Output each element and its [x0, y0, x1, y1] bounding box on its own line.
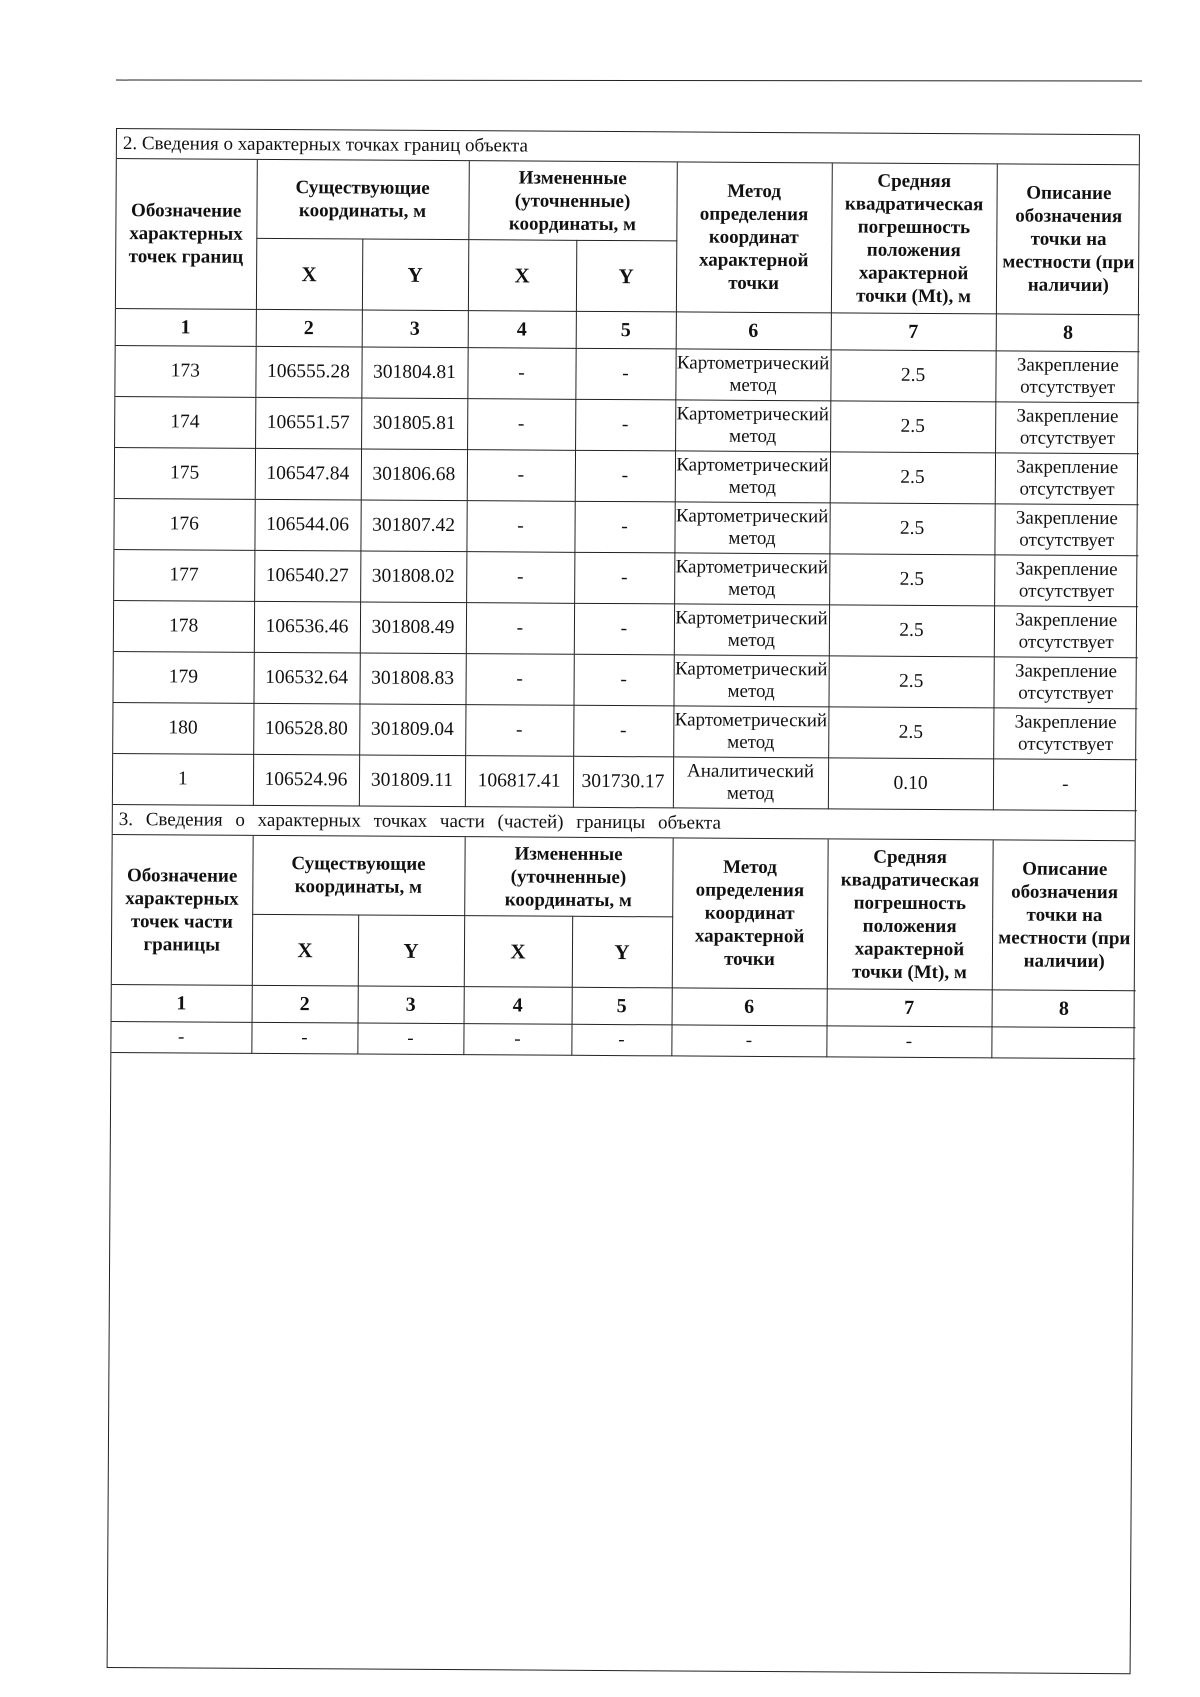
existing-x: 106540.27: [254, 550, 360, 602]
existing-x: 106551.57: [255, 397, 361, 449]
point-id: 175: [115, 448, 255, 500]
column-number: 6: [676, 312, 831, 350]
method: Картометрический метод: [673, 706, 828, 758]
changed-x: -: [467, 450, 575, 502]
changed-x: -: [467, 399, 575, 451]
header-changed-x: X: [468, 240, 576, 312]
existing-y: 301805.81: [361, 398, 467, 450]
header-existing-coords: Существующие координаты, м: [256, 160, 468, 240]
method: Картометрический метод: [674, 553, 829, 605]
mt-error: 2.5: [830, 350, 995, 402]
section-3-title: 3. Сведения о характерных точках части (частей) границы объекта: [113, 805, 1135, 841]
column-number: 5: [572, 987, 672, 1025]
column-number: 8: [992, 990, 1136, 1028]
method: Картометрический метод: [675, 451, 830, 503]
point-id: 179: [113, 651, 253, 703]
mt-error: 2.5: [829, 503, 994, 555]
existing-y: 301809.11: [359, 755, 465, 807]
column-number: 4: [468, 311, 576, 349]
changed-y: -: [571, 1024, 671, 1056]
column-number: 7: [827, 989, 992, 1027]
section-3-table: [111, 835, 1136, 1059]
table-row: [114, 600, 1138, 657]
existing-x: 106547.84: [255, 448, 361, 500]
changed-y: -: [574, 501, 674, 553]
method: Картометрический метод: [675, 400, 830, 452]
mt-error: 2.5: [828, 707, 993, 759]
point-id: -: [111, 1021, 251, 1053]
header-method: Метод определения координат характерной точки: [676, 162, 832, 312]
table-row: [115, 397, 1139, 454]
column-number: 7: [831, 313, 996, 351]
existing-x: 106536.46: [254, 601, 360, 653]
column-number: 3: [362, 310, 468, 348]
table-row: [115, 346, 1139, 403]
mt-error: 2.5: [829, 605, 994, 657]
changed-x: -: [465, 705, 573, 757]
table-row: [113, 702, 1137, 759]
table-row: [115, 448, 1139, 505]
header-designation: Обозначение характерных точек части границы: [112, 835, 253, 985]
changed-x: -: [467, 348, 575, 400]
existing-x: 106524.96: [253, 754, 359, 806]
mt-error: 2.5: [829, 554, 994, 606]
changed-y: -: [573, 654, 673, 706]
header-error: Средняя квадратическая погрешность положения характерной точки (Mt), м: [827, 839, 993, 990]
column-number: 8: [996, 314, 1140, 352]
point-description: Закрепление отсутствует: [994, 555, 1138, 607]
existing-y: 301804.81: [361, 347, 467, 399]
existing-x: 106528.80: [253, 703, 359, 755]
changed-y: -: [574, 603, 674, 655]
top-rule: [116, 80, 1142, 82]
column-number: 4: [464, 987, 572, 1025]
mt-error: 2.5: [829, 656, 994, 708]
section-2-title: 2. Сведения о характерных точках границ объекта: [117, 129, 1139, 165]
changed-x: 106817.41: [465, 756, 573, 808]
document-sheet: [107, 128, 1140, 1674]
header-changed-coords: Измененные (уточненные) координаты, м: [464, 837, 672, 917]
existing-x: 106555.28: [255, 346, 361, 398]
header-description: Описание обозначения точки на местности (при наличии): [992, 840, 1137, 990]
point-description: Закрепление отсутствует: [995, 402, 1139, 454]
header-designation: Обозначение характерных точек границ: [116, 159, 257, 309]
changed-x: -: [466, 603, 574, 655]
changed-y: 301730.17: [573, 756, 673, 808]
point-description: Закрепление отсутствует: [994, 504, 1138, 556]
header-existing-coords: Существующие координаты, м: [252, 836, 464, 916]
changed-x: -: [466, 552, 574, 604]
point-id: 177: [114, 549, 254, 601]
existing-x: 106544.06: [254, 499, 360, 551]
existing-y: -: [357, 1023, 463, 1055]
changed-y: -: [573, 705, 673, 757]
column-number: 1: [116, 309, 256, 347]
point-id: 180: [113, 702, 253, 754]
existing-y: 301808.02: [360, 551, 466, 603]
section-2-table: [113, 159, 1141, 811]
changed-x: -: [466, 501, 574, 553]
mt-error: -: [826, 1026, 991, 1058]
column-number: 2: [256, 309, 362, 347]
method: Картометрический метод: [674, 604, 829, 656]
point-id: 174: [115, 397, 255, 449]
point-description: Закрепление отсутствует: [993, 708, 1137, 760]
point-id: 1: [113, 753, 253, 805]
changed-y: -: [575, 348, 675, 400]
existing-x: -: [251, 1022, 357, 1054]
mt-error: 2.5: [830, 452, 995, 504]
column-number: 6: [672, 988, 827, 1026]
mt-error: 2.5: [830, 401, 995, 453]
point-description: Закрепление отсутствует: [995, 351, 1139, 403]
table-row: [114, 498, 1138, 555]
existing-y: 301806.68: [361, 449, 467, 501]
changed-y: -: [575, 399, 675, 451]
existing-y: 301807.42: [360, 500, 466, 552]
method: Картометрический метод: [675, 349, 830, 401]
table-row: [113, 753, 1137, 810]
point-id: 178: [114, 600, 254, 652]
method: Картометрический метод: [674, 502, 829, 554]
method: Аналитический метод: [673, 757, 828, 809]
point-description: -: [993, 759, 1137, 811]
changed-y: -: [575, 450, 675, 502]
header-changed-coords: Измененные (уточненные) координаты, м: [468, 161, 676, 241]
header-description: Описание обозначения точки на местности (при наличии): [996, 164, 1141, 314]
point-id: 176: [114, 498, 254, 550]
column-number: 2: [252, 985, 358, 1023]
column-number: 1: [112, 984, 252, 1022]
changed-y: -: [574, 552, 674, 604]
table-row: [114, 549, 1138, 606]
point-description: [991, 1027, 1135, 1059]
changed-x: -: [463, 1024, 571, 1056]
existing-y: 301809.04: [359, 704, 465, 756]
header-existing-x: X: [252, 914, 358, 986]
existing-y: 301808.49: [360, 602, 466, 654]
point-id: 173: [115, 346, 255, 398]
header-method: Метод определения координат характерной точки: [672, 838, 828, 988]
table-row: [113, 651, 1137, 708]
method: -: [671, 1025, 826, 1057]
mt-error: 0.10: [828, 758, 993, 810]
method: Картометрический метод: [674, 655, 829, 707]
column-number: 3: [358, 986, 464, 1024]
blank-area: [108, 1053, 1133, 1619]
header-changed-x: X: [464, 916, 572, 988]
header-existing-y: Y: [358, 915, 464, 987]
existing-x: 106532.64: [253, 652, 359, 704]
header-existing-y: Y: [362, 239, 468, 311]
header-existing-x: X: [256, 238, 362, 310]
column-number: 5: [576, 311, 676, 349]
changed-x: -: [465, 654, 573, 706]
point-description: Закрепление отсутствует: [994, 657, 1138, 709]
point-description: Закрепление отсутствует: [994, 606, 1138, 658]
header-error: Средняя квадратическая погрешность положения характерной точки (Mt), м: [831, 163, 997, 314]
point-description: Закрепление отсутствует: [995, 453, 1139, 505]
header-changed-y: Y: [576, 240, 676, 312]
header-changed-y: Y: [572, 916, 672, 988]
existing-y: 301808.83: [359, 653, 465, 705]
